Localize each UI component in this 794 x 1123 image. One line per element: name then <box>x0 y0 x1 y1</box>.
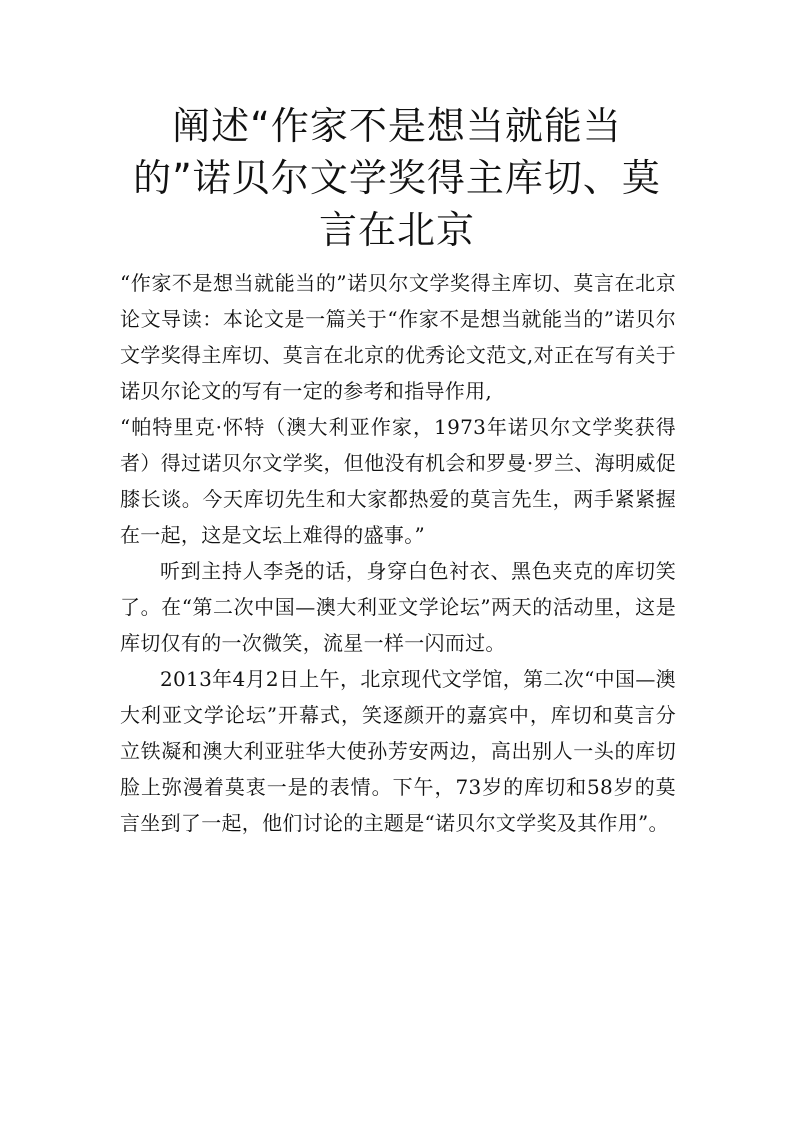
paragraph-forum-event: 2013年4月2日上午，北京现代文学馆，第二次“中国—澳大利亚文学论坛”开幕式，笑逐颜开的嘉宾中，库切和莫言分立铁凝和澳大利亚驻华大使孙芳安两边，高出别人一头的库切脸上弥漫着莫衷一是的表情。下午，73岁的库切和58岁的莫言坐到了一起，他们讨论的主题是“诺贝尔文学奖及其作用”。 <box>120 667 676 835</box>
document-title <box>118 100 676 256</box>
paragraph-quote: “帕特里克·怀特（澳大利亚作家，1973年诺贝尔文学奖获得者）得过诺贝尔文学奖，但他没有机会和罗曼·罗兰、海明威促膝长谈。今天库切先生和大家都热爱的莫言先生，两手紧紧握在一起，这是文坛上难得的盛事。” <box>120 415 676 547</box>
title-line: 言在北京 <box>318 208 475 252</box>
document-body <box>120 265 676 841</box>
paragraph-coetzee-smile: 听到主持人李尧的话，身穿白色衬衣、黑色夹克的库切笑了。在“第二次中国—澳大利亚文学论坛”两天的活动里，这是库切仅有的一次微笑，流星一样一闪而过。 <box>120 559 676 655</box>
title-line: 阐述“作家不是想当就能当 <box>172 104 622 148</box>
title-line: 的”诺贝尔文学奖得主库切、莫 <box>133 156 661 200</box>
paragraph-intro: “作家不是想当就能当的”诺贝尔文学奖得主库切、莫言在北京论文导读：本论文是一篇关于“作家不是想当就能当的”诺贝尔文学奖得主库切、莫言在北京的优秀论文范文,对正在写有关于诺贝尔论文的写有一定的参考和指导作用, <box>120 271 676 403</box>
